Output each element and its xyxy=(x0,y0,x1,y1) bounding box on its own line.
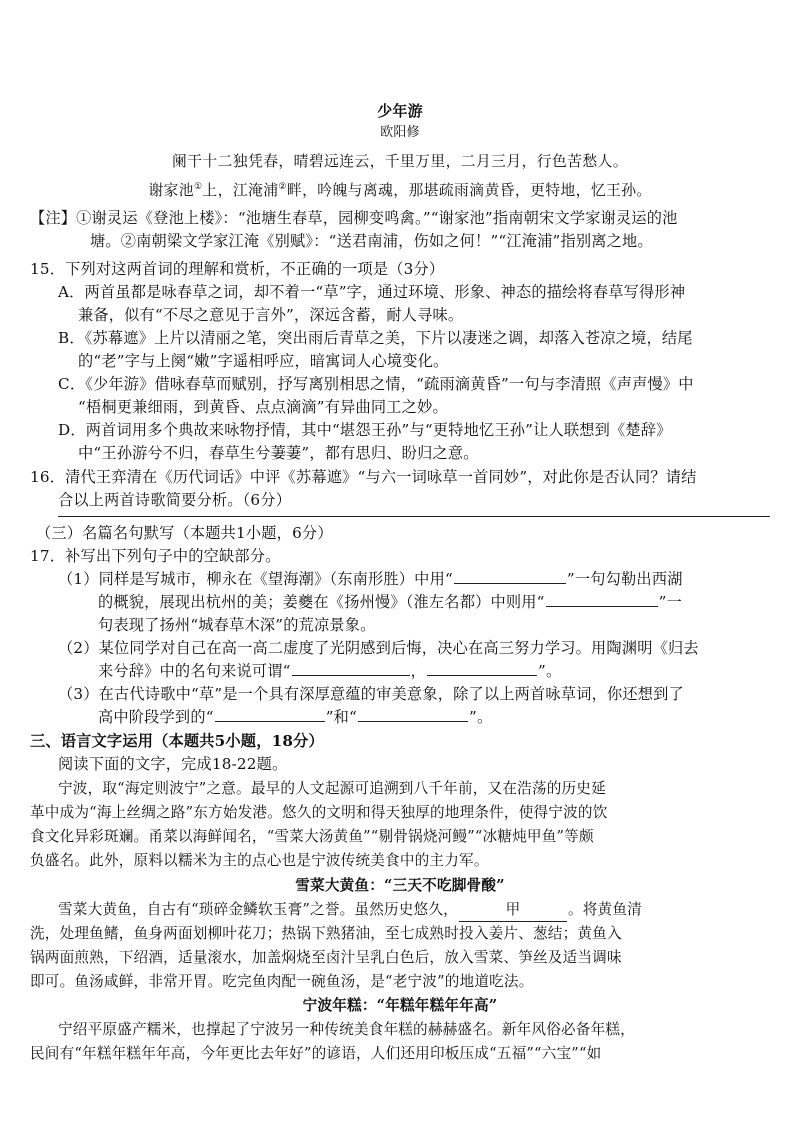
q17-item-1-text-b: ”一句勾勒出西湖 xyxy=(566,570,683,588)
passage-para-1-line-1: 宁波，取“海定则波宁”之意。最早的人文起源可追溯到八千年前，又在浩荡的历史延 xyxy=(58,780,606,797)
passage-para-2-line-4: 即可。鱼汤咸鲜，非常开胃。吃完鱼肉配一碗鱼汤，是“老宁波”的地道吃法。 xyxy=(30,973,534,990)
q15-option-c-line-2: “梧桐更兼细雨，到黄昏、点点滴滴”有异曲同工之妙。 xyxy=(78,398,448,416)
footnote-mark-1: ① xyxy=(193,182,203,192)
q15-option-a-line-1: A．两首虽都是咏春草之词，却不着一“草”字，通过环境、形象、神态的描绘将春草写得形神 xyxy=(58,283,686,301)
poem-line-2 xyxy=(0,176,800,202)
q17-item-2-text-c: ， xyxy=(410,662,427,680)
q15-stem: 15．下列对这两首词的理解和赏析，不正确的一项是（3分） xyxy=(30,260,445,278)
q17-item-1-text-c: 的概貌，展现出杭州的美；姜夔在《扬州慢》（淮左名都）中则用“ xyxy=(98,593,545,611)
q16-line-2: 合以上两首诗歌简要分析。（6分） xyxy=(58,491,292,509)
part-3-header: 三、语言文字运用（本题共5小题，18分） xyxy=(30,732,324,750)
blank-3[interactable] xyxy=(292,660,410,676)
blank-5[interactable] xyxy=(215,706,325,722)
subheading-yellow-croaker: 雪菜大黄鱼：“三天不吃脚骨酸” xyxy=(295,877,505,894)
blank-6[interactable] xyxy=(358,706,468,722)
passage-para-2-text-a: 雪菜大黄鱼，自古有“琐碎金鳞软玉膏”之誉。虽然历史悠久， xyxy=(58,901,458,918)
q17-item-2-text-b: 来兮辞》中的名句来说可谓“ xyxy=(98,662,291,680)
poem-line-1: 阑干十二独凭春，晴碧远连云，千里万里，二月三月，行色苦愁人。 xyxy=(172,153,628,170)
part-3-intro: 阅读下面的文字，完成18-22题。 xyxy=(58,755,288,773)
passage-para-1-line-3: 食文化异彩斑斓。甬菜以海鲜闻名，“雪菜大汤黄鱼”“剔骨锅烧河鳗”“冰糖炖甲鱼”等颇 xyxy=(30,828,594,845)
q15-option-c-line-1: C．《少年游》借咏春草而赋别，抒写离别相思之情，“疏雨滴黄昏”一句与李清照《声声慢》中 xyxy=(58,375,694,393)
blank-jia-label: 甲 xyxy=(505,901,521,918)
note-line-1: 【注】①谢灵运《登池上楼》：“池塘生春草，园柳变鸣禽。”“谢家池”指南朝宋文学家谢灵运的池 xyxy=(30,209,678,227)
answer-line xyxy=(58,516,770,517)
q17-item-3-text-b: 高中阶段学到的“ xyxy=(98,708,214,726)
poem-line-2-part-2: 上，江淹浦 xyxy=(202,181,279,199)
blank-2[interactable] xyxy=(546,591,658,607)
poem-line-2-part-3: 畔，吟魄与离魂，那堪疏雨滴黄昏，更特地，忆王孙。 xyxy=(286,181,652,199)
section-3-header: （三）名篇名句默写（本题共1小题，6分） xyxy=(36,524,333,542)
q16-line-1: 16．清代王弈清在《历代词话》中评《苏幕遮》“与六一词咏草一首同妙”，对此你是否认同？请结 xyxy=(30,468,697,486)
blank-jia[interactable] xyxy=(459,899,567,922)
footnote-mark-2: ② xyxy=(278,182,287,192)
note-line-2: 塘。②南朝梁文学家江淹《别赋》：“送君南浦，伤如之何！”“江淹浦”指别离之地。 xyxy=(90,232,653,250)
q17-item-3-line-1: （3）在古代诗歌中“草”是一个具有深厚意蕴的审美意象，除了以上两首咏草词，你还想到了 xyxy=(58,685,684,703)
q15-option-b-line-2: 的“老”字与上阕“嫩”字遥相呼应，暗寓词人心境变化。 xyxy=(78,352,449,370)
q17-item-2-line-1: （2）某位同学对自己在高一高二虚度了光阴感到后悔，决心在高三努力学习。用陶渊明《归去 xyxy=(58,639,699,657)
poem-title: 少年游 xyxy=(377,102,423,120)
q17-item-1-line-2 xyxy=(98,591,682,613)
q17-item-1-text-d: ”一 xyxy=(658,593,682,611)
q17-item-1-line-3: 句表现了扬州“城春草木深”的荒凉景象。 xyxy=(98,616,376,634)
passage-para-2-line-3: 锅两面煎熟，下绍酒，适量滚水，加盖焖烧至卤汁呈乳白色后，放入雪菜、笋丝及适当调味 xyxy=(30,949,622,966)
q17-item-1-text-a: （1）同样是写城市，柳永在《望海潮》（东南形胜）中用“ xyxy=(58,570,453,588)
passage-para-1-line-4: 负盛名。此外，原料以糯米为主的点心也是宁波传统美食中的主力军。 xyxy=(30,852,489,869)
q15-option-d-line-1: D．两首词用多个典故来咏物抒情，其中“堪怨王孙”与“更特地忆王孙”让人联想到《楚辞》 xyxy=(58,421,672,439)
q15-option-b-line-1: B．《苏幕遮》上片以清丽之笔，突出雨后青草之美，下片以凄迷之调，却落入苍凉之境，结尾 xyxy=(58,329,693,347)
poem-author: 欧阳修 xyxy=(380,125,420,140)
q17-item-2-line-2 xyxy=(98,660,561,682)
q17-item-3-text-c: ”和“ xyxy=(325,708,358,726)
passage-para-2-line-2: 洗，处理鱼鳍，鱼身两面划柳叶花刀；热锅下熟猪油，至七成熟时投入姜片、葱结；黄鱼入 xyxy=(30,925,622,942)
q15-option-a-line-2: 兼备，似有“不尽之意见于言外”，深远含蓄，耐人寻味。 xyxy=(78,306,464,324)
passage-para-1-line-2: 革中成为“海上丝绸之路”东方始发港。悠久的文明和得天独厚的地理条件，使得宁波的饮 xyxy=(30,804,608,821)
q17-stem: 17．补写出下列句子中的空缺部分。 xyxy=(30,547,281,565)
passage-para-2-line-1 xyxy=(58,899,642,922)
blank-4[interactable] xyxy=(427,660,537,676)
q17-item-1-line-1 xyxy=(58,568,683,590)
poem-line-2-part-1: 谢家池 xyxy=(148,181,194,199)
q17-item-3-line-2 xyxy=(98,706,492,728)
passage-para-3-line-1: 宁绍平原盛产糯米，也撑起了宁波另一种传统美食年糕的赫赫盛名。新年风俗必备年糕， xyxy=(58,1021,635,1038)
blank-1[interactable] xyxy=(454,568,566,584)
q17-item-2-text-d: ”。 xyxy=(538,662,562,680)
passage-para-2-text-b: 。将黄鱼清 xyxy=(567,901,642,918)
q15-option-d-line-2: 中“王孙游兮不归，春草生兮萋萋”，都有思归、盼归之意。 xyxy=(78,444,479,462)
q17-item-3-text-d: ”。 xyxy=(469,708,493,726)
subheading-ningbo-niangao: 宁波年糕：“年糕年糕年年高” xyxy=(302,997,498,1014)
passage-para-3-line-2: 民间有“年糕年糕年年高，今年更比去年好”的谚语，人们还用印板压成“五福”“六宝”“如 xyxy=(30,1045,602,1062)
